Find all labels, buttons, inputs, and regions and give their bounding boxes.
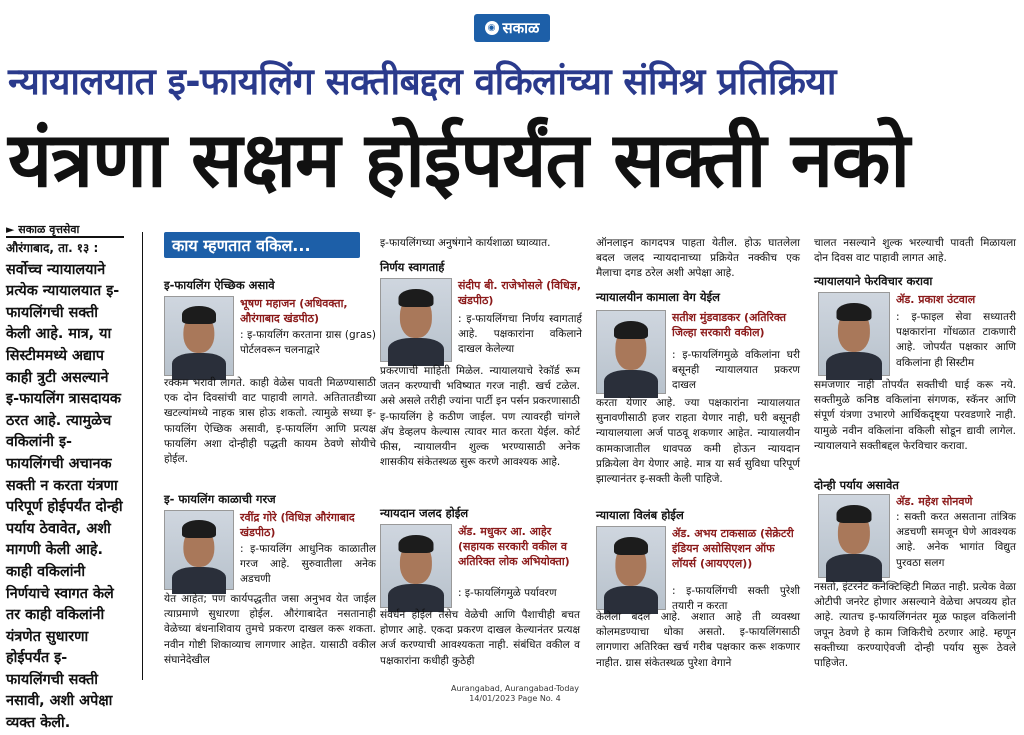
intro-column xyxy=(6,238,124,732)
col4-body-1: समजणार नाही तोपर्यंत सक्तीची घाई करू नये. सक्तीमुळे कनिष्ठ वकिलांना संगणक, स्कॅनर आणि संपूर्ण यंत्रणा उभारणे आर्थिकदृष्ट्या परवडणारे नाही. यामुळे नवीन वकिलांना वकिली सोडून द्यावी लागेल. न्यायालयाने सक्तीबद्दल फेरविचार करावा. xyxy=(814,379,1016,452)
col4-subhead-1: न्यायालयाने फेरविचार करावा xyxy=(814,274,933,288)
col1-body-1: रक्कम भरावी लागते. काही वेळेस पावती मिळण्यासाठी एक दोन दिवसांची वाट पाहावी लागते. अतितातडीच्या खटल्यांमध्ये नाहक त्रास होऊ शकतो. त्यामुळे सध्या इ-फायलिंग ऐच्छिक असावी, इ-फायलिंग आणि प्रत्यक्ष फायलिंग अशा दोन्हीही पद्धती कायम ठेवणे सोयीचे होईल. xyxy=(164,377,376,466)
col2-top: इ-फायलिंगच्या अनुषंगाने कार्यशाळा घ्याव्यात. xyxy=(380,237,551,249)
col2-body-1: प्रकरणाची माहिती मिळेल. न्यायालयाचे रेकॉर्ड रूम जतन करण्याची भविष्यात गरज नाही. खर्च टळेल. असे असले तरीही ज्यांना पार्टी इन पर्सन प्रकरणासाठी इ-फायलिंग हे कठीण जाईल. पण त्यावरही चांगले ॲप डेव्हलप केल्यास त्यावर मात करता येईल. कोर्ट फीस, न्यायालयीन शुल्क भरण्यासाठी अनेक शासकीय संकेतस्थळ सुरू करणे आवश्यक आहे. xyxy=(380,365,580,469)
col3-intro-2: : इ-फायलिंगची सक्ती पुरेशी तयारी न करता xyxy=(672,585,800,613)
col2-subhead-1: निर्णय स्वागतार्ह xyxy=(380,260,445,274)
photo-bhushan-mahajan xyxy=(164,296,234,376)
col2-name-2: ॲड. मधुकर आ. आहेर (सहायक सरकारी वकील व अतिरिक्त लोक अभियोक्ता) xyxy=(458,525,570,568)
section-box-title: काय म्हणतात वकिल... xyxy=(164,232,360,258)
photo-prakash-untwal xyxy=(818,292,890,376)
col3-intro-1: : इ-फायलिंगमुळे वकिलांना घरी बसूनही न्यायालयात प्रकरण दाखल xyxy=(672,349,800,392)
masthead-logo xyxy=(474,14,550,42)
col3-top: ऑनलाइन कागदपत्र पाहता येतील. होऊ घातलेला बदल जलद न्यायदानाच्या प्रक्रियेत नक्कीच एक मैलाचा दगड ठरेल अशी अपेक्षा आहे. xyxy=(596,237,800,280)
photo-madhukar-aher xyxy=(380,524,452,608)
col1-name-2: रवींद्र गोरे (विधिज्ञ औरंगाबाद खंडपीठ) xyxy=(240,511,355,539)
col3-subhead-2: न्यायाला विलंब होईल xyxy=(596,508,684,522)
col3-name-1: सतीश मुंडवाडकर (अतिरिक्त जिल्हा सरकारी वकील) xyxy=(672,311,787,339)
col4-subhead-2: दोन्ही पर्याय असावेत xyxy=(814,478,899,492)
col2-intro-1: : इ-फायलिंगचा निर्णय स्वागतार्ह आहे. पक्षकारांना वकिलाने दाखल केलेल्या xyxy=(458,313,582,356)
col3-name-2: ॲड. अभय टाकसाळ (सेक्रेटरी इंडियन असोसिएशन ऑफ लॉयर्स (आयएएल)) xyxy=(672,527,794,570)
photo-satish-mundwadkar xyxy=(596,310,666,394)
col1-subhead-2: इ- फायलिंग काळाची गरज xyxy=(164,492,276,506)
col4-intro-1: : इ-फाइल सेवा सध्यातरी पक्षकारांना गोंधळात टाकणारी आहे. जोपर्यंत पक्षकार आणि वकिलांना ही सिस्टीम xyxy=(896,311,1016,369)
col1-intro-1: : इ-फायलिंग करताना ग्रास (gras) पोर्टलवरून चलनाद्वारे xyxy=(240,329,376,357)
col3-body-2: केलेला बदल आहे. अशात आहे ती व्यवस्था कोलमडण्याचा धोका असतो. इ-फायलिंगसाठी लागणारा अतिरिक्त खर्च गरीब पक्षकार करू शकणार नाहीत. ग्रास संकेतस्थळ पुरेशा वेगाने xyxy=(596,611,800,669)
photo-sandeep-rajebhosale xyxy=(380,278,452,362)
col3-body-1: करता येणार आहे. ज्या पक्षकारांना न्यायालयात सुनावणीसाठी हजर राहता येणार नाही, घरी बसूनही न्यायालयाला अर्ज पाठवू शकणार आहेत. न्यायालयीन कामकाजातील धावपळ कमी होऊन न्यायदान प्रक्रियेला वेग येणार आहे. मात्र या सर्व सुविधा परिपूर्ण झाल्यानंतर इ-सक्ती केली पाहिजे. xyxy=(596,397,800,486)
col4-body-2: नसतो, इंटरनेट कनेक्टिव्हिटी मिळत नाही. प्रत्येक वेळा ओटीपी जनरेट होणार असल्याने वेळेचा अपव्यय होत आहे. त्यातच इ-फायलिंगनंतर मूळ फाइल वकिलांनी जपून ठेवणे हे काम जिकिरीचे ठरणार आहे. म्हणून सक्तीच्या करण्याऐवजी दोन्ही पर्याय सुरू ठेवले पाहिजेत. xyxy=(814,581,1016,670)
intro-text: सर्वोच्च न्यायालयाने प्रत्येक न्यायालयात इ-फायलिंगची सक्ती केली आहे. मात्र, या सिस्टीममध्ये अद्याप काही त्रुटी असल्याने इ-फायलिंग त्रासदायक ठरत आहे. त्यामुळेच वकिलांनी इ-फायलिंगची अचानक सक्ती न करता यंत्रणा परिपूर्ण होईपर्यंत दोन्ही पर्याय ठेवावेत, अशी मागणी केली आहे. काही वकिलांनी निर्णयाचे स्वागत केले तर काही वकिलांनी यंत्रणेत सुधारणा होईपर्यंत इ-फायलिंगची सक्ती नसावी, अशी अपेक्षा व्यक्त केली. xyxy=(6,261,123,732)
main-headline: यंत्रणा सक्षम होईपर्यंत सक्ती नको xyxy=(8,115,910,204)
byline-text: सकाळ वृत्तसेवा xyxy=(18,223,80,236)
page-footer xyxy=(420,684,610,704)
sakal-emblem-icon: ◉ xyxy=(485,21,499,35)
col4-name-1: ॲड. प्रकाश उंटवाल xyxy=(896,293,976,306)
col2-body-2: संवर्धन होईल तसेच वेळेची आणि पैशाचीही बचत होणार आहे. एकदा प्रकरण दाखल केल्यानंतर प्रत्यक्ष अर्ज करण्याची आवश्यकता नाही. संबंधित वकील व पक्षकारांना कधीही कुठेही xyxy=(380,609,580,667)
col2-name-1: संदीप बी. राजेभोसले (विधिज्ञ, खंडपीठ) xyxy=(458,279,581,307)
column-divider xyxy=(142,232,143,680)
kicker-headline: न्यायालयात इ-फायलिंग सक्तीबद्दल वकिलांच्या संमिश्र प्रतिक्रिया xyxy=(8,60,836,103)
col1-intro-2: : इ-फायलिंग आधुनिक काळातील गरज आहे. सुरुवातीला अनेक अडचणी xyxy=(240,543,376,586)
col1-name-1: भूषण महाजन (अधिवक्ता, औरंगाबाद खंडपीठ) xyxy=(240,297,348,325)
masthead-title: सकाळ xyxy=(502,19,540,37)
col1-subhead-1: इ-फायलिंग ऐच्छिक असावे xyxy=(164,278,275,292)
col4-intro-2: : सक्ती करत असताना तांत्रिक अडचणी समजून घेणे आवश्यक आहे. अनेक भागांत विद्युत पुरवठा सलग xyxy=(896,511,1016,569)
col2-subhead-2: न्यायदान जलद होईल xyxy=(380,506,469,520)
photo-ravindra-gore xyxy=(164,510,234,590)
col4-name-2: ॲड. महेश सोनवणे xyxy=(896,495,973,508)
dateline: औरंगाबाद, ता. १३ : xyxy=(6,241,99,255)
col2-intro-2: : इ-फायलिंगमुळे पर्यावरण xyxy=(458,587,557,599)
photo-mahesh-sonawane xyxy=(818,494,890,578)
footer-edition: Aurangabad, Aurangabad-Today xyxy=(450,684,580,693)
col4-top: चालत नसल्याने शुल्क भरल्याची पावती मिळायला दोन दिवस वाट पाहावी लागत आहे. xyxy=(814,237,1016,265)
byline: ► सकाळ वृत्तसेवा xyxy=(6,223,80,236)
photo-abhay-taksal xyxy=(596,526,666,610)
col3-subhead-1: न्यायालयीन कामाला वेग येईल xyxy=(596,290,720,304)
col1-body-2: येत आहेत; पण कार्यपद्धतीत जसा अनुभव येत जाईल त्याप्रमाणे सुधारणा होईल. औरंगाबादेत नसतानाही वेळेच्या बंधनाशिवाय तुमचे प्रकरण दाखल करू शकता. नवीन गोष्टी शिकाव्याच लागणार आहेत. यासाठी वकील संघानेदेखील xyxy=(164,593,376,666)
footer-date-page: 14/01/2023 Page No. 4 xyxy=(469,694,561,703)
